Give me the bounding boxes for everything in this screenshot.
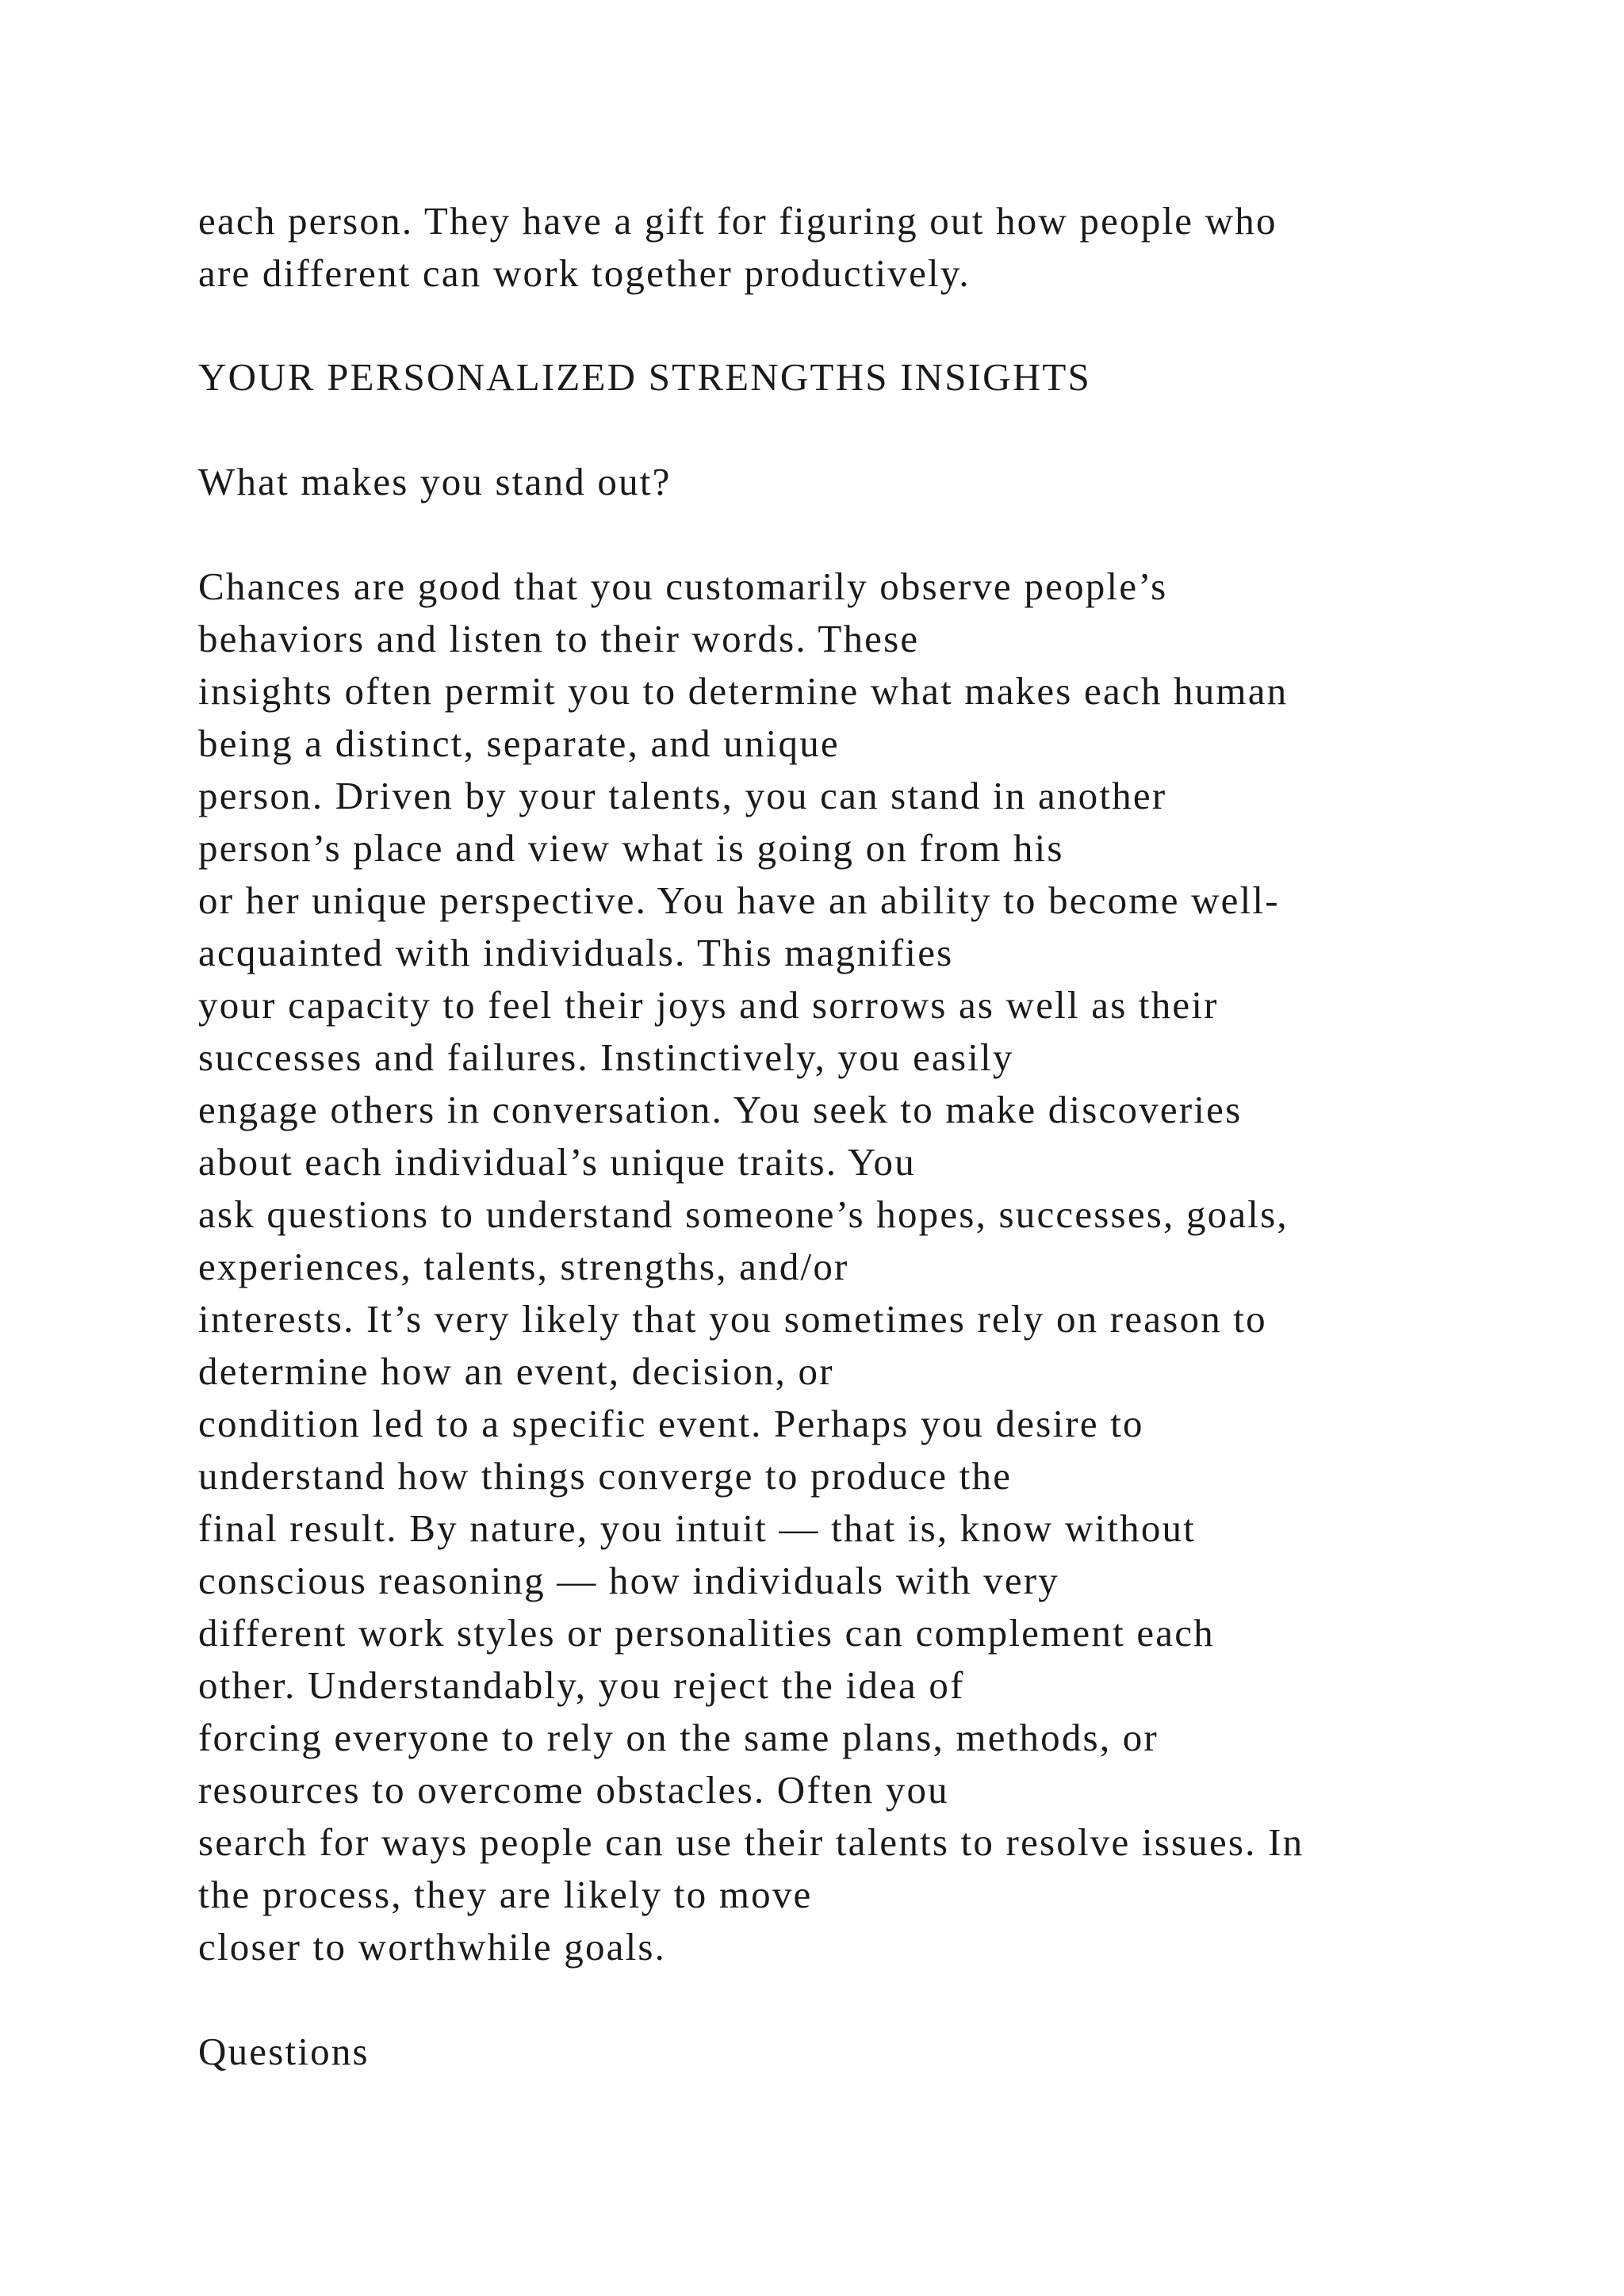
subheading: What makes you stand out? [198, 460, 672, 503]
text-line: each person. They have a gift for figuring out how people who [198, 199, 1277, 243]
text-line: are different can work together productively. [198, 251, 971, 295]
text-line: experiences, talents, strengths, and/or [198, 1245, 849, 1288]
text-line: insights often permit you to determine what makes each human [198, 669, 1289, 713]
text-line: final result. By nature, you intuit — that is, know without [198, 1506, 1197, 1550]
text-line: Chances are good that you customarily observe people’s [198, 564, 1168, 608]
section-heading: YOUR PERSONALIZED STRENGTHS INSIGHTS [198, 355, 1091, 399]
text-line: search for ways people can use their talents to resolve issues. In [198, 1820, 1304, 1864]
text-line: the process, they are likely to move [198, 1873, 813, 1916]
text-line: about each individual’s unique traits. You [198, 1140, 916, 1184]
text-line: being a distinct, separate, and unique [198, 721, 840, 765]
text-line: your capacity to feel their joys and sorrows as well as their [198, 983, 1219, 1027]
text-line: person. Driven by your talents, you can stand in another [198, 774, 1167, 817]
text-line: determine how an event, decision, or [198, 1349, 834, 1393]
text-line: person’s place and view what is going on from his [198, 826, 1064, 870]
text-line: acquainted with individuals. This magnifies [198, 931, 954, 974]
text-line: conscious reasoning — how individuals with very [198, 1559, 1059, 1602]
text-line: other. Understandably, you reject the idea of [198, 1663, 965, 1707]
text-line: closer to worthwhile goals. [198, 1925, 667, 1969]
text-line: behaviors and listen to their words. These [198, 617, 920, 660]
text-line: resources to overcome obstacles. Often you [198, 1768, 949, 1812]
text-line: ask questions to understand someone’s hopes, successes, goals, [198, 1192, 1289, 1236]
text-line: understand how things converge to produce the [198, 1454, 1013, 1498]
text-line: different work styles or personalities can complement each [198, 1611, 1215, 1655]
text-line: forcing everyone to rely on the same plans, methods, or [198, 1716, 1159, 1759]
section-heading: Questions [198, 2030, 370, 2073]
text-line: or her unique perspective. You have an ability to become well- [198, 878, 1280, 922]
text-line: successes and failures. Instinctively, you easily [198, 1035, 1014, 1079]
text-line: condition led to a specific event. Perhaps you desire to [198, 1402, 1144, 1445]
text-line: interests. It’s very likely that you sometimes rely on reason to [198, 1297, 1267, 1341]
text-line: engage others in conversation. You seek to make discoveries [198, 1088, 1243, 1131]
